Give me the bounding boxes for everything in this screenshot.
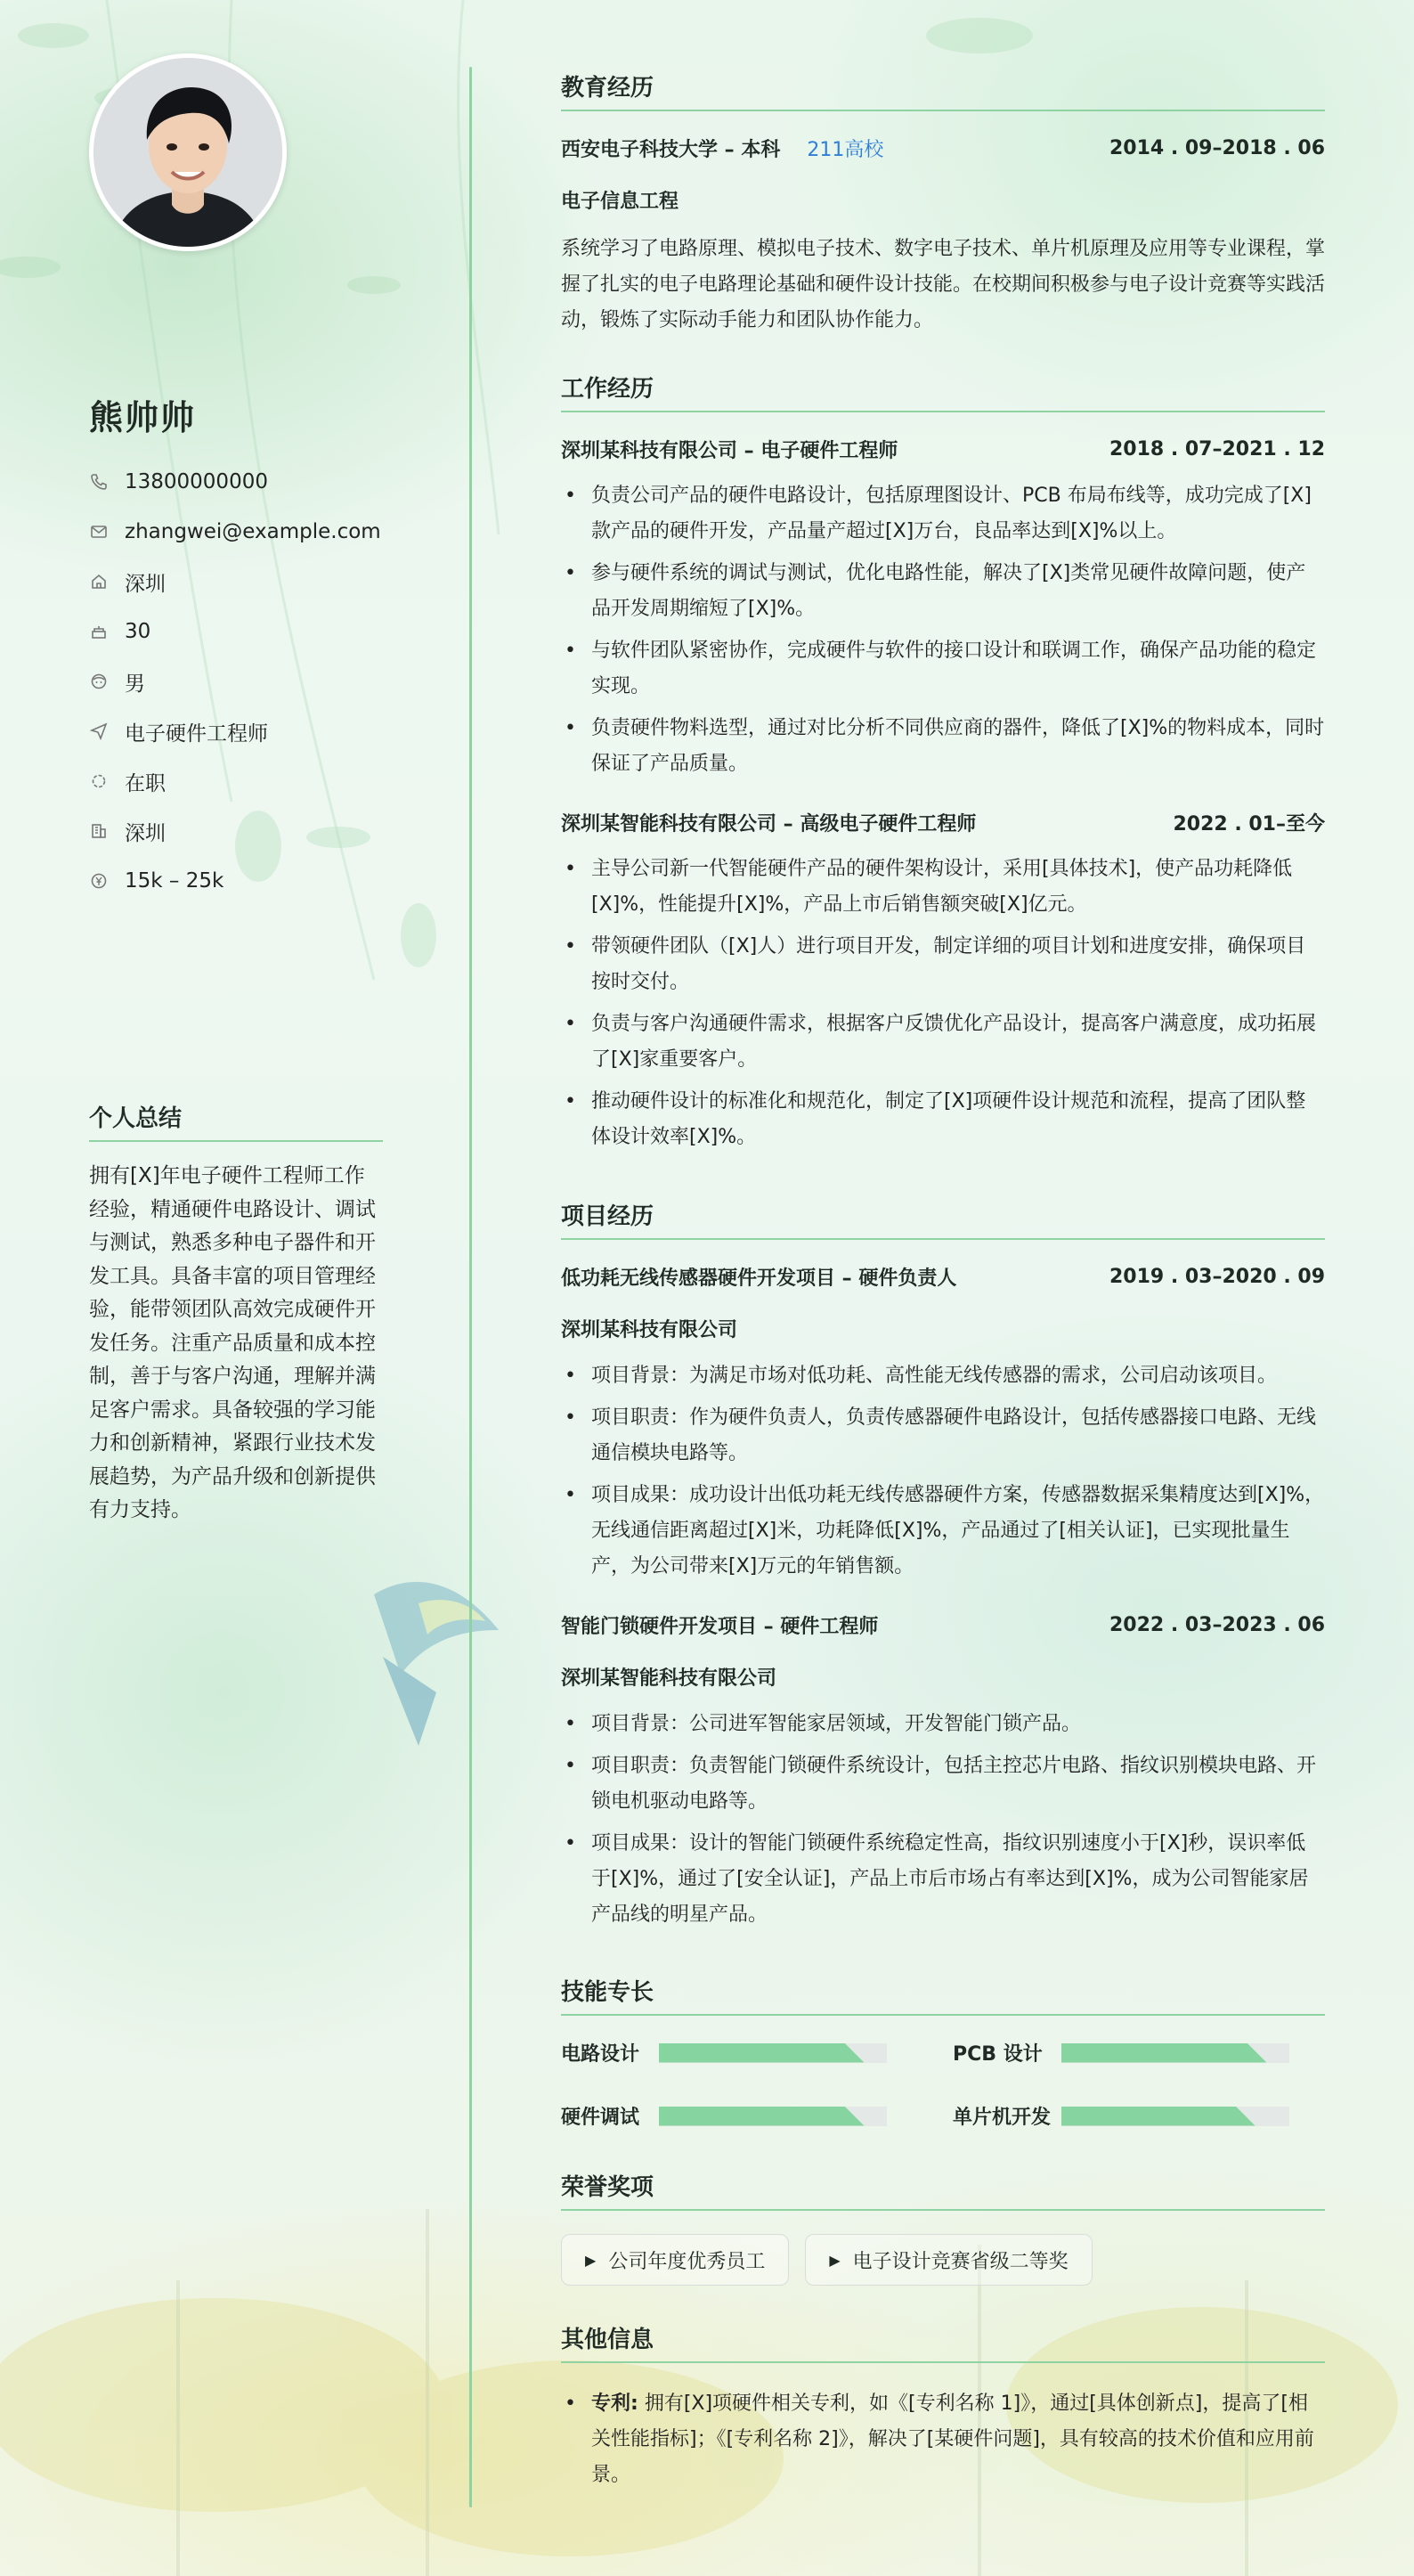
- patent-text: 拥有[X]项硬件相关专利，如《[专利名称 1]》，通过[具体创新点]，提高了[相关性能指标]；《[专利名称 2]》，解决了[某硬件问题]，具有较高的技术价值和应用前景。: [591, 2393, 1314, 2486]
- skill-name: 硬件调试: [561, 2107, 640, 2129]
- info-text: 深圳: [125, 572, 166, 596]
- skill-bar: [659, 2107, 887, 2126]
- info-location: [89, 557, 383, 607]
- avatar-photo: [93, 58, 282, 247]
- list-item: • 带领硬件团队（[X]人）进行项目开发，制定详细的项目计划和进度安排，确保项目按时交付。: [561, 929, 1325, 1000]
- skill-item: [561, 2039, 953, 2067]
- education-tag: 211高校: [807, 138, 884, 161]
- info-text: 电子硬件工程师: [125, 721, 268, 746]
- info-gender: [89, 656, 383, 706]
- award-chip: [805, 2234, 1092, 2286]
- skill-item: [953, 2102, 1325, 2130]
- project-company: 深圳某智能科技有限公司: [561, 1667, 777, 1690]
- skill-item: [561, 2102, 953, 2130]
- skill-bar-fill: [659, 2107, 864, 2126]
- project-date: 2022 . 03–2023 . 06: [1109, 1613, 1325, 1636]
- project-entry: [561, 1611, 1325, 1933]
- other-section: [561, 2321, 1325, 2493]
- education-major: 电子信息工程: [561, 191, 679, 213]
- list-item: [561, 2386, 1325, 2493]
- list-item: • 项目成果：设计的智能门锁硬件系统稳定性高，指纹识别速度小于[X]秒，误识率低于[X]%，通过了[安全认证]，产品上市后市场占有率达到[X]%，成为公司智能家居产品线的明星产品。: [561, 1826, 1325, 1933]
- skill-bar-fill: [1061, 2043, 1266, 2063]
- info-text: 在职: [125, 771, 166, 795]
- gender-icon: [89, 672, 109, 691]
- job-duties: [561, 852, 1325, 1155]
- skill-name: 电路设计: [561, 2043, 640, 2066]
- contact-info: [89, 457, 383, 906]
- award-text: 电子设计竞赛省级二等奖: [852, 2250, 1069, 2273]
- project-entry: [561, 1263, 1325, 1585]
- info-salary: [89, 856, 383, 906]
- sidebar: [89, 53, 383, 1528]
- building-icon: [89, 821, 109, 841]
- main-content: [561, 69, 1325, 2499]
- job-duties: [561, 478, 1325, 782]
- education-date: 2014 . 09–2018 . 06: [1109, 136, 1325, 159]
- skills-section: [561, 1974, 1325, 2130]
- award-text: 公司年度优秀员工: [608, 2250, 766, 2273]
- awards-list: [561, 2234, 1325, 2286]
- project-date: 2019 . 03–2020 . 09: [1109, 1265, 1325, 1288]
- skill-name: 单片机开发: [953, 2107, 1052, 2129]
- education-school: 西安电子科技大学 – 本科: [561, 138, 781, 161]
- info-text: 15k – 25k: [125, 869, 224, 893]
- awards-section: [561, 2169, 1325, 2286]
- job-header: [561, 436, 1325, 462]
- work-section: [561, 371, 1325, 1155]
- skills-grid: [561, 2039, 1325, 2130]
- summary-text: 拥有[X]年电子硬件工程师工作经验，精通硬件电路设计、调试与测试，熟悉多种电子器件和开发工具。具备丰富的项目管理经验，能带领团队高效完成硬件开发任务。注重产品质量和成本控制，善于与客户沟通，理解并满足客户需求。具备较强的学习能力和创新精神，紧跟行业技术发展趋势，为产品升级和创新提供有力支持。: [89, 1164, 376, 1521]
- info-status: [89, 756, 383, 806]
- list-item: • 负责硬件物料选型，通过对比分析不同供应商的器件，降低了[X]%的物料成本，同时保证了产品质量。: [561, 711, 1325, 782]
- section-title-skills: 技能专长: [561, 1974, 1325, 2016]
- job-entry: [561, 436, 1325, 782]
- section-title-work: 工作经历: [561, 371, 1325, 412]
- person-name: 熊帅帅: [89, 398, 197, 437]
- skill-bar: [659, 2043, 887, 2063]
- info-text: 男: [125, 672, 145, 696]
- cake-icon: [89, 622, 109, 641]
- project-title: 低功耗无线传感器硬件开发项目 – 硬件负责人: [561, 1267, 957, 1290]
- education-section: [561, 69, 1325, 338]
- bird-decoration: [374, 1582, 499, 1746]
- list-item: • 项目职责：作为硬件负责人，负责传感器硬件电路设计，包括传感器接口电路、无线通信模块电路等。: [561, 1400, 1325, 1471]
- list-item: • 与软件团队紧密协作，完成硬件与软件的接口设计和联调工作，确保产品功能的稳定实现。: [561, 633, 1325, 705]
- summary-title: 个人总结: [89, 1100, 383, 1142]
- job-header: [561, 809, 1325, 836]
- award-chip: [561, 2234, 789, 2286]
- skill-bar-fill: [1061, 2107, 1256, 2126]
- salary-icon: [89, 871, 109, 891]
- info-age: [89, 607, 383, 656]
- project-header: [561, 1611, 1325, 1638]
- job-date: 2022 . 01–至今: [1173, 812, 1325, 836]
- play-icon: ▶: [585, 2251, 597, 2269]
- list-item: • 负责与客户沟通硬件需求，根据客户反馈优化产品设计，提高客户满意度，成功拓展了[X]家重要客户。: [561, 1007, 1325, 1078]
- project-company: 深圳某科技有限公司: [561, 1319, 738, 1341]
- list-item: • 项目背景：公司进军智能家居领域，开发智能门锁产品。: [561, 1707, 1325, 1742]
- project-details: [561, 1358, 1325, 1585]
- patent-label: 专利:: [591, 2393, 638, 2415]
- education-header: [561, 135, 1325, 161]
- section-title-education: 教育经历: [561, 69, 1325, 111]
- info-city: [89, 806, 383, 856]
- info-text: 13800000000: [125, 470, 268, 493]
- job-entry: [561, 809, 1325, 1155]
- skill-bar-fill: [659, 2043, 864, 2063]
- list-item: • 负责公司产品的硬件电路设计，包括原理图设计、PCB 布局布线等，成功完成了[X]款产品的硬件开发，产品量产超过[X]万台，良品率达到[X]%以上。: [561, 478, 1325, 550]
- avatar: [89, 53, 287, 251]
- other-list: [561, 2386, 1325, 2493]
- play-icon: ▶: [829, 2251, 841, 2269]
- project-header: [561, 1263, 1325, 1290]
- education-desc: 系统学习了电路原理、模拟电子技术、数字电子技术、单片机原理及应用等专业课程，掌握了扎实的电子电路理论基础和硬件设计技能。在校期间积极参与电子设计竞赛等实践活动，锻炼了实际动手能力和团队协作能力。: [561, 238, 1326, 331]
- section-title-projects: 项目经历: [561, 1198, 1325, 1240]
- list-item: • 项目成果：成功设计出低功耗无线传感器硬件方案，传感器数据采集精度达到[X]%，无线通信距离超过[X]米，功耗降低[X]%，产品通过了[相关认证]，已实现批量生产，为公司带来[X]万元的年销售额。: [561, 1478, 1325, 1585]
- section-title-awards: 荣誉奖项: [561, 2169, 1325, 2211]
- education-school-wrap: [561, 135, 883, 162]
- send-icon: [89, 721, 109, 741]
- project-title: 智能门锁硬件开发项目 – 硬件工程师: [561, 1615, 879, 1638]
- skill-item: [953, 2039, 1325, 2067]
- job-date: 2018 . 07–2021 . 12: [1109, 437, 1325, 461]
- status-icon: [89, 771, 109, 791]
- project-details: [561, 1707, 1325, 1933]
- list-item: • 主导公司新一代智能硬件产品的硬件架构设计，采用[具体技术]，使产品功耗降低[X]%，性能提升[X]%，产品上市后销售额突破[X]亿元。: [561, 852, 1325, 923]
- skill-bar: [1061, 2043, 1289, 2063]
- skill-name: PCB 设计: [953, 2043, 1043, 2066]
- home-icon: [89, 572, 109, 591]
- job-title: 深圳某智能科技有限公司 – 高级电子硬件工程师: [561, 812, 977, 836]
- projects-section: [561, 1198, 1325, 1933]
- info-text: zhangwei@example.com: [125, 520, 381, 543]
- list-item: • 项目背景：为满足市场对低功耗、高性能无线传感器的需求，公司启动该项目。: [561, 1358, 1325, 1394]
- info-text: 30: [125, 620, 151, 643]
- list-item: • 项目职责：负责智能门锁硬件系统设计，包括主控芯片电路、指纹识别模块电路、开锁电机驱动电路等。: [561, 1749, 1325, 1820]
- info-position: [89, 706, 383, 756]
- info-phone: [89, 457, 383, 507]
- info-text: 深圳: [125, 821, 166, 845]
- info-email: [89, 507, 383, 557]
- skill-bar: [1061, 2107, 1289, 2126]
- list-item: • 推动硬件设计的标准化和规范化，制定了[X]项硬件设计规范和流程，提高了团队整体设计效率[X]%。: [561, 1084, 1325, 1155]
- divider-line: [469, 67, 472, 2507]
- mail-icon: [89, 522, 109, 542]
- phone-icon: [89, 472, 109, 492]
- job-title: 深圳某科技有限公司 – 电子硬件工程师: [561, 439, 898, 462]
- section-title-other: 其他信息: [561, 2321, 1325, 2363]
- list-item: • 参与硬件系统的调试与测试，优化电路性能，解决了[X]类常见硬件故障问题，使产品开发周期缩短了[X]%。: [561, 556, 1325, 627]
